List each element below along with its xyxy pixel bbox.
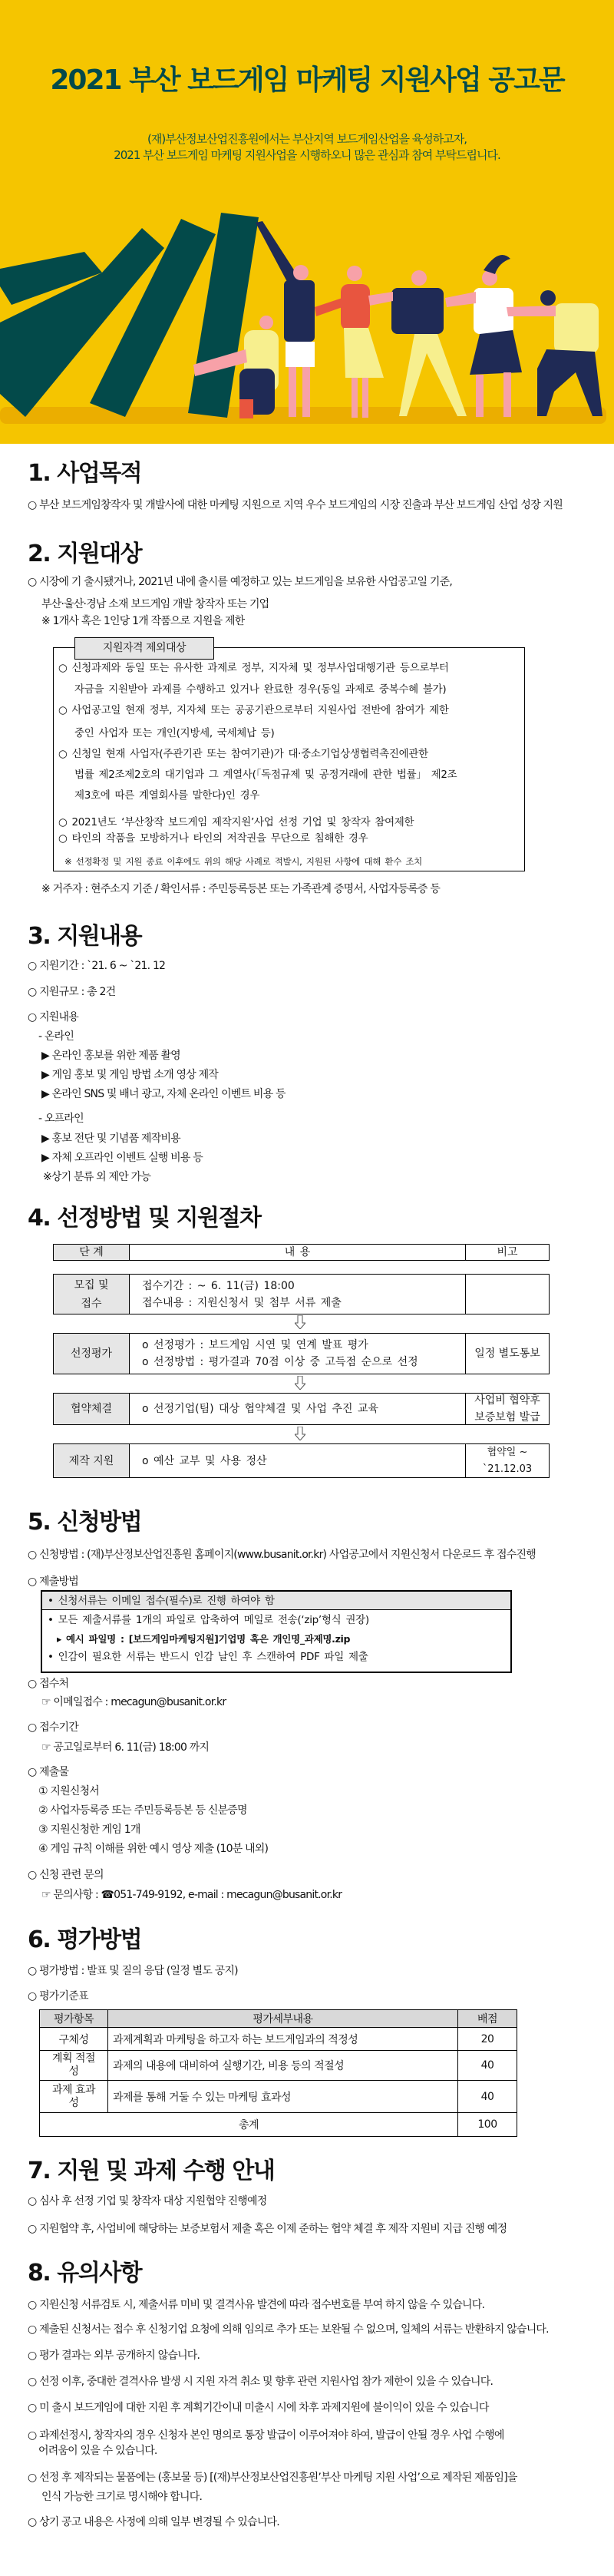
section-title-support: 3. 지원내용 [28, 923, 142, 950]
exclusion-item: 중인 사업자 또는 개인(지방세, 국세체납 등) [74, 727, 275, 739]
receipt-label: ○ 접수처 [28, 1678, 69, 1690]
header-item: 평가항목 [40, 2010, 108, 2028]
content-cell [130, 1394, 466, 1424]
period-label: ○ 접수기간 [28, 1721, 78, 1734]
content-line: o 선정평가 : 보드게임 시연 및 연계 발표 평가 [142, 1339, 368, 1351]
note-line: 보증보험 발급 [474, 1411, 540, 1424]
exclusion-item: ○ 사업공고일 현재 정부, 지자체 또는 공공기관으로부터 지원사업 전반에 참여가 제한 [58, 704, 449, 716]
notice-item-cont: 인식 가능한 크기로 명시해야 합니다. [41, 2491, 203, 2503]
score-cell: 20 [458, 2028, 517, 2051]
person-woman-red [315, 266, 384, 418]
content-cell [130, 1444, 466, 1477]
note-cell [466, 1444, 549, 1477]
exclusion-item: 제3호에 따른 계열회사를 말한다)인 경우 [74, 789, 260, 802]
down-arrow-icon [295, 1376, 305, 1390]
guidance-item: ○ 심사 후 선정 기업 및 창작자 대상 지원협약 진행예정 [28, 2195, 267, 2207]
exclusion-item: 자금을 지원받아 과제를 수행하고 있거나 완료한 경우(동일 과제로 중복수혜 불가) [74, 683, 447, 696]
note-line: 사업비 협약후 [474, 1394, 540, 1407]
support-scale: ○ 지원규모 : 총 2건 [28, 986, 116, 998]
table-total-row [40, 2113, 517, 2137]
purpose-text: ○ 부산 보드게임창작자 및 개발사에 대한 마케팅 지원으로 지역 우수 보드게임의 시장 진출과 부산 보드게임 산업 성장 지원 [28, 499, 563, 511]
section-title-eligibility: 2. 지원대상 [28, 541, 142, 567]
exclusion-box-label: 지원자격 제외대상 [74, 637, 214, 660]
exclusion-item: ○ 2021년도 ‘부산창작 보드게임 제작지원’사업 선정 기업 및 창작자 참여제한 [58, 816, 414, 828]
evaluation-criteria-label: ○ 평가기준표 [28, 1990, 88, 2002]
total-label: 총계 [40, 2113, 458, 2137]
procedure-row [53, 1333, 550, 1374]
notice-item: ○ 상기 공고 내용은 사정에 의해 일부 변경될 수 있습니다. [28, 2516, 279, 2528]
procedure-header-row [53, 1244, 550, 1261]
notice-item: ○ 과제선정시, 창작자의 경우 신청자 본인 명의로 통장 발급이 이루어져야 하여, 발급이 안될 경우 사업 수행에 [28, 2429, 504, 2442]
note-cell: 일정 별도통보 [474, 1348, 540, 1360]
inquiry-contact: ☞ 문의사항 : ☎051-749-9192, e-mail : mecagun@busanit.or.kr [41, 1889, 342, 1901]
submission-method-label: ○ 제출방법 [28, 1576, 78, 1588]
header-content-label: 내 용 [284, 1246, 311, 1258]
exclusion-item: ○ 신청일 현재 사업자(주관기관 또는 참여기관)가 대·중소기업상생협력촉진에관한 [58, 748, 428, 760]
domino-people-illustration [0, 207, 614, 445]
support-item: ▶ 게임 홍보 및 게임 방법 소개 영상 제작 [41, 1069, 219, 1081]
note-cell [466, 1394, 549, 1424]
procedure-row [53, 1443, 550, 1478]
inquiry-label: ○ 신청 관련 문의 [28, 1869, 104, 1881]
item-cell: 과제 효과성 [40, 2081, 108, 2113]
stage-cell: 선정평가 [54, 1334, 130, 1374]
stage-cell: 제작 지원 [54, 1444, 130, 1477]
exclusion-item: ○ 신청과제와 동일 또는 유사한 과제로 정부, 지자체 및 정부사업대행기관 등으로부터 [58, 662, 449, 674]
deliverable-item: ④ 게임 규칙 이해를 위한 예시 영상 제출 (10분 내외) [38, 1843, 269, 1855]
hero-banner [0, 0, 614, 444]
detail-cell: 과제의 내용에 대비하여 실행기간, 비용 등의 적절성 [108, 2051, 458, 2081]
section-title-guidance: 7. 지원 및 과제 수행 안내 [28, 2158, 275, 2184]
online-label: - 온라인 [38, 1030, 74, 1043]
note-line: `21.12.03 [482, 1463, 533, 1475]
procedure-row [53, 1393, 550, 1425]
notice-item: ○ 지원신청 서류검토 시, 제출서류 미비 및 결격사유 발견에 따라 접수번호를 부여 하지 않을 수 있습니다. [28, 2299, 485, 2311]
notice-item: ○ 제출된 신청서는 접수 후 신청기업 요청에 의해 임의로 추가 또는 보완될 수 없으며, 일체의 서류는 반환하지 않습니다. [28, 2323, 549, 2336]
support-note: ※상기 분류 외 제안 가능 [43, 1171, 151, 1183]
support-period: ○ 지원기간 : `21. 6 ~ `21. 12 [28, 960, 166, 972]
content-line: o 예산 교부 및 사용 정산 [142, 1454, 267, 1467]
total-score: 100 [458, 2113, 517, 2137]
header-detail: 평가세부내용 [108, 2010, 458, 2028]
deliverables-label: ○ 제출물 [28, 1766, 69, 1778]
notice-item: ○ 선정 후 제작되는 물품에는 (홍보물 등) [(재)부산정보산업진흥원’부산 마케팅 지원 사업’으로 제작된 제품임]을 [28, 2472, 517, 2484]
notice-item: ○ 평가 결과는 외부 공개하지 않습니다. [28, 2349, 200, 2362]
eligibility-text: ○ 시장에 기 출시됐거나, 2021년 내에 출시를 예정하고 있는 보드게임을 보유한 사업공고일 기준, [28, 576, 453, 588]
header-stage: 단 계 [54, 1245, 130, 1260]
evaluation-table [39, 2009, 517, 2137]
support-item: ▶ 온라인 SNS 및 배너 광고, 자체 온라인 이벤트 비용 등 [41, 1088, 286, 1100]
header-score: 배점 [458, 2010, 517, 2028]
exclusion-note: ※ 선정확정 및 지원 종료 이후에도 위의 해당 사례로 적발시, 지원된 사항에 대해 환수 조치 [64, 856, 422, 867]
receipt-email: ☞ 이메일접수 : mecagun@busanit.or.kr [41, 1696, 226, 1708]
eligibility-note: ※ 1개사 혹은 1인당 1개 작품으로 지원을 제한 [41, 615, 245, 627]
detail-cell: 과제를 통해 거둘 수 있는 마케팅 효과성 [108, 2081, 458, 2113]
table-row [40, 2081, 517, 2113]
score-cell: 40 [458, 2081, 517, 2113]
exclusion-item: ○ 타인의 작품을 모방하거나 타인의 저작권을 무단으로 침해한 경우 [58, 832, 368, 845]
submission-example: ▸ 예시 파일명 : [보드게임마케팅지원]기업명 혹은 개인명_과제명.zip [57, 1633, 351, 1645]
detail-cell: 과제계획과 마케팅을 하고자 하는 보드게임과의 적정성 [108, 2028, 458, 2051]
deliverable-item: ① 지원신청서 [38, 1785, 100, 1797]
content-line: 접수기간 : ~ 6. 11(금) 18:00 [142, 1279, 295, 1292]
support-item: ▶ 온라인 홍보를 위한 제품 촬영 [41, 1050, 180, 1062]
table-header-row [40, 2010, 517, 2028]
item-cell: 구체성 [40, 2028, 108, 2051]
stage-label: 접수 [81, 1297, 102, 1310]
down-arrow-icon [295, 1315, 305, 1329]
hero-subtitle: 2021 부산 보드게임 마케팅 지원사업을 시행하오니 많은 관심과 참여 부탁드립니다. [114, 148, 500, 162]
submission-item: • 모든 제출서류를 1개의 파일로 압축하여 메일로 전송(‘zip’형식 권장) [48, 1614, 369, 1626]
stage-label: 모집 및 [74, 1278, 109, 1291]
exclusion-item: 법률 제2조제2호의 대기업과 그 계열사(「독점규제 및 공정거래에 관한 법률」 제2조 [74, 769, 457, 781]
support-content-label: ○ 지원내용 [28, 1011, 78, 1023]
application-method: ○ 신청방법 : (재)부산정보산업진흥원 홈페이지(www.busanit.or.kr) 사업공고에서 지원신청서 다운로드 후 접수진행 [28, 1549, 536, 1561]
content-cell [130, 1334, 466, 1374]
eligibility-text: 부산·울산·경남 소재 보드게임 개발 창작자 또는 기업 [41, 598, 269, 610]
content-line: o 선정방법 : 평가결과 70점 이상 중 고득점 순으로 선정 [142, 1356, 418, 1368]
period-value: ☞ 공고일로부터 6. 11(금) 18:00 까지 [41, 1741, 210, 1754]
section-title-application: 5. 신청방법 [28, 1509, 142, 1536]
notice-item: ○ 미 출시 보드게임에 대한 지원 후 계획기간이내 미출시 시에 차후 과제지원에 불이익이 있을 수 있습니다 [28, 2402, 489, 2414]
header-note: 비고 [497, 1246, 518, 1258]
content-cell [130, 1275, 466, 1314]
header-content [130, 1245, 466, 1260]
hero-subtitle: (재)부산정보산업진흥원에서는 부산지역 보드게임산업을 육성하고자, [147, 132, 467, 146]
deliverable-item: ③ 지원신청한 게임 1개 [38, 1824, 140, 1836]
evaluation-method: ○ 평가방법 : 발표 및 질의 응답 (일정 별도 공지) [28, 1965, 238, 1977]
offline-label: - 오프라인 [38, 1113, 84, 1125]
stage-cell: 협약체결 [54, 1394, 130, 1424]
guidance-item: ○ 지원협약 후, 사업비에 해당하는 보증보험서 제출 혹은 이제 준하는 협약 체결 후 제작 지원비 지급 진행 예정 [28, 2223, 507, 2235]
person-navy-shirt [368, 270, 467, 416]
residence-note: ※ 거주자 : 현주소지 기준 / 확인서류 : 주민등록등본 또는 가족관계 증명서, 사업자등록증 등 [41, 883, 441, 895]
deliverable-item: ② 사업자등록증 또는 주민등록등본 등 신분증명 [38, 1804, 247, 1817]
table-row [40, 2028, 517, 2051]
down-arrow-icon [295, 1427, 305, 1440]
note-cell [466, 1275, 549, 1314]
notice-item: ○ 선정 이후, 중대한 결격사유 발생 시 지원 자격 취소 및 향후 관련 지원사업 참가 제한이 있을 수 있습니다. [28, 2376, 494, 2388]
stage-cell [54, 1275, 130, 1314]
procedure-row [53, 1274, 550, 1314]
section-title-notes: 8. 유의사항 [28, 2260, 142, 2287]
score-cell: 40 [458, 2051, 517, 2081]
table-row [40, 2051, 517, 2081]
note-line: 협약일 ~ [487, 1446, 528, 1458]
content-line: o 선정기업(팀) 대상 협약체결 및 사업 추진 교육 [142, 1403, 379, 1415]
page-title: 2021 부산 보드게임 마케팅 지원사업 공고문 [50, 64, 564, 96]
section-title-purpose: 1. 사업목적 [28, 460, 142, 487]
section-title-evaluation: 6. 평가방법 [28, 1926, 142, 1953]
submission-required: • 신청서류는 이메일 접수(필수)로 진행 하여야 함 [48, 1595, 275, 1607]
content-line: 접수내용 : 지원신청서 및 첨부 서류 제출 [142, 1296, 342, 1309]
person-yellow-top [507, 290, 602, 416]
support-item: ▶ 자체 오프라인 이벤트 실행 비용 등 [41, 1152, 203, 1164]
section-title-procedure: 4. 선정방법 및 지원절차 [28, 1205, 261, 1232]
item-cell: 계획 적절성 [40, 2051, 108, 2081]
support-item: ▶ 홍보 전단 및 기념품 제작비용 [41, 1133, 180, 1145]
submission-item: • 인감이 필요한 서류는 반드시 인감 날인 후 스캔하여 PDF 파일 제출 [48, 1651, 368, 1663]
notice-item-cont: 어려움이 있을 수 있습니다. [38, 2445, 157, 2457]
